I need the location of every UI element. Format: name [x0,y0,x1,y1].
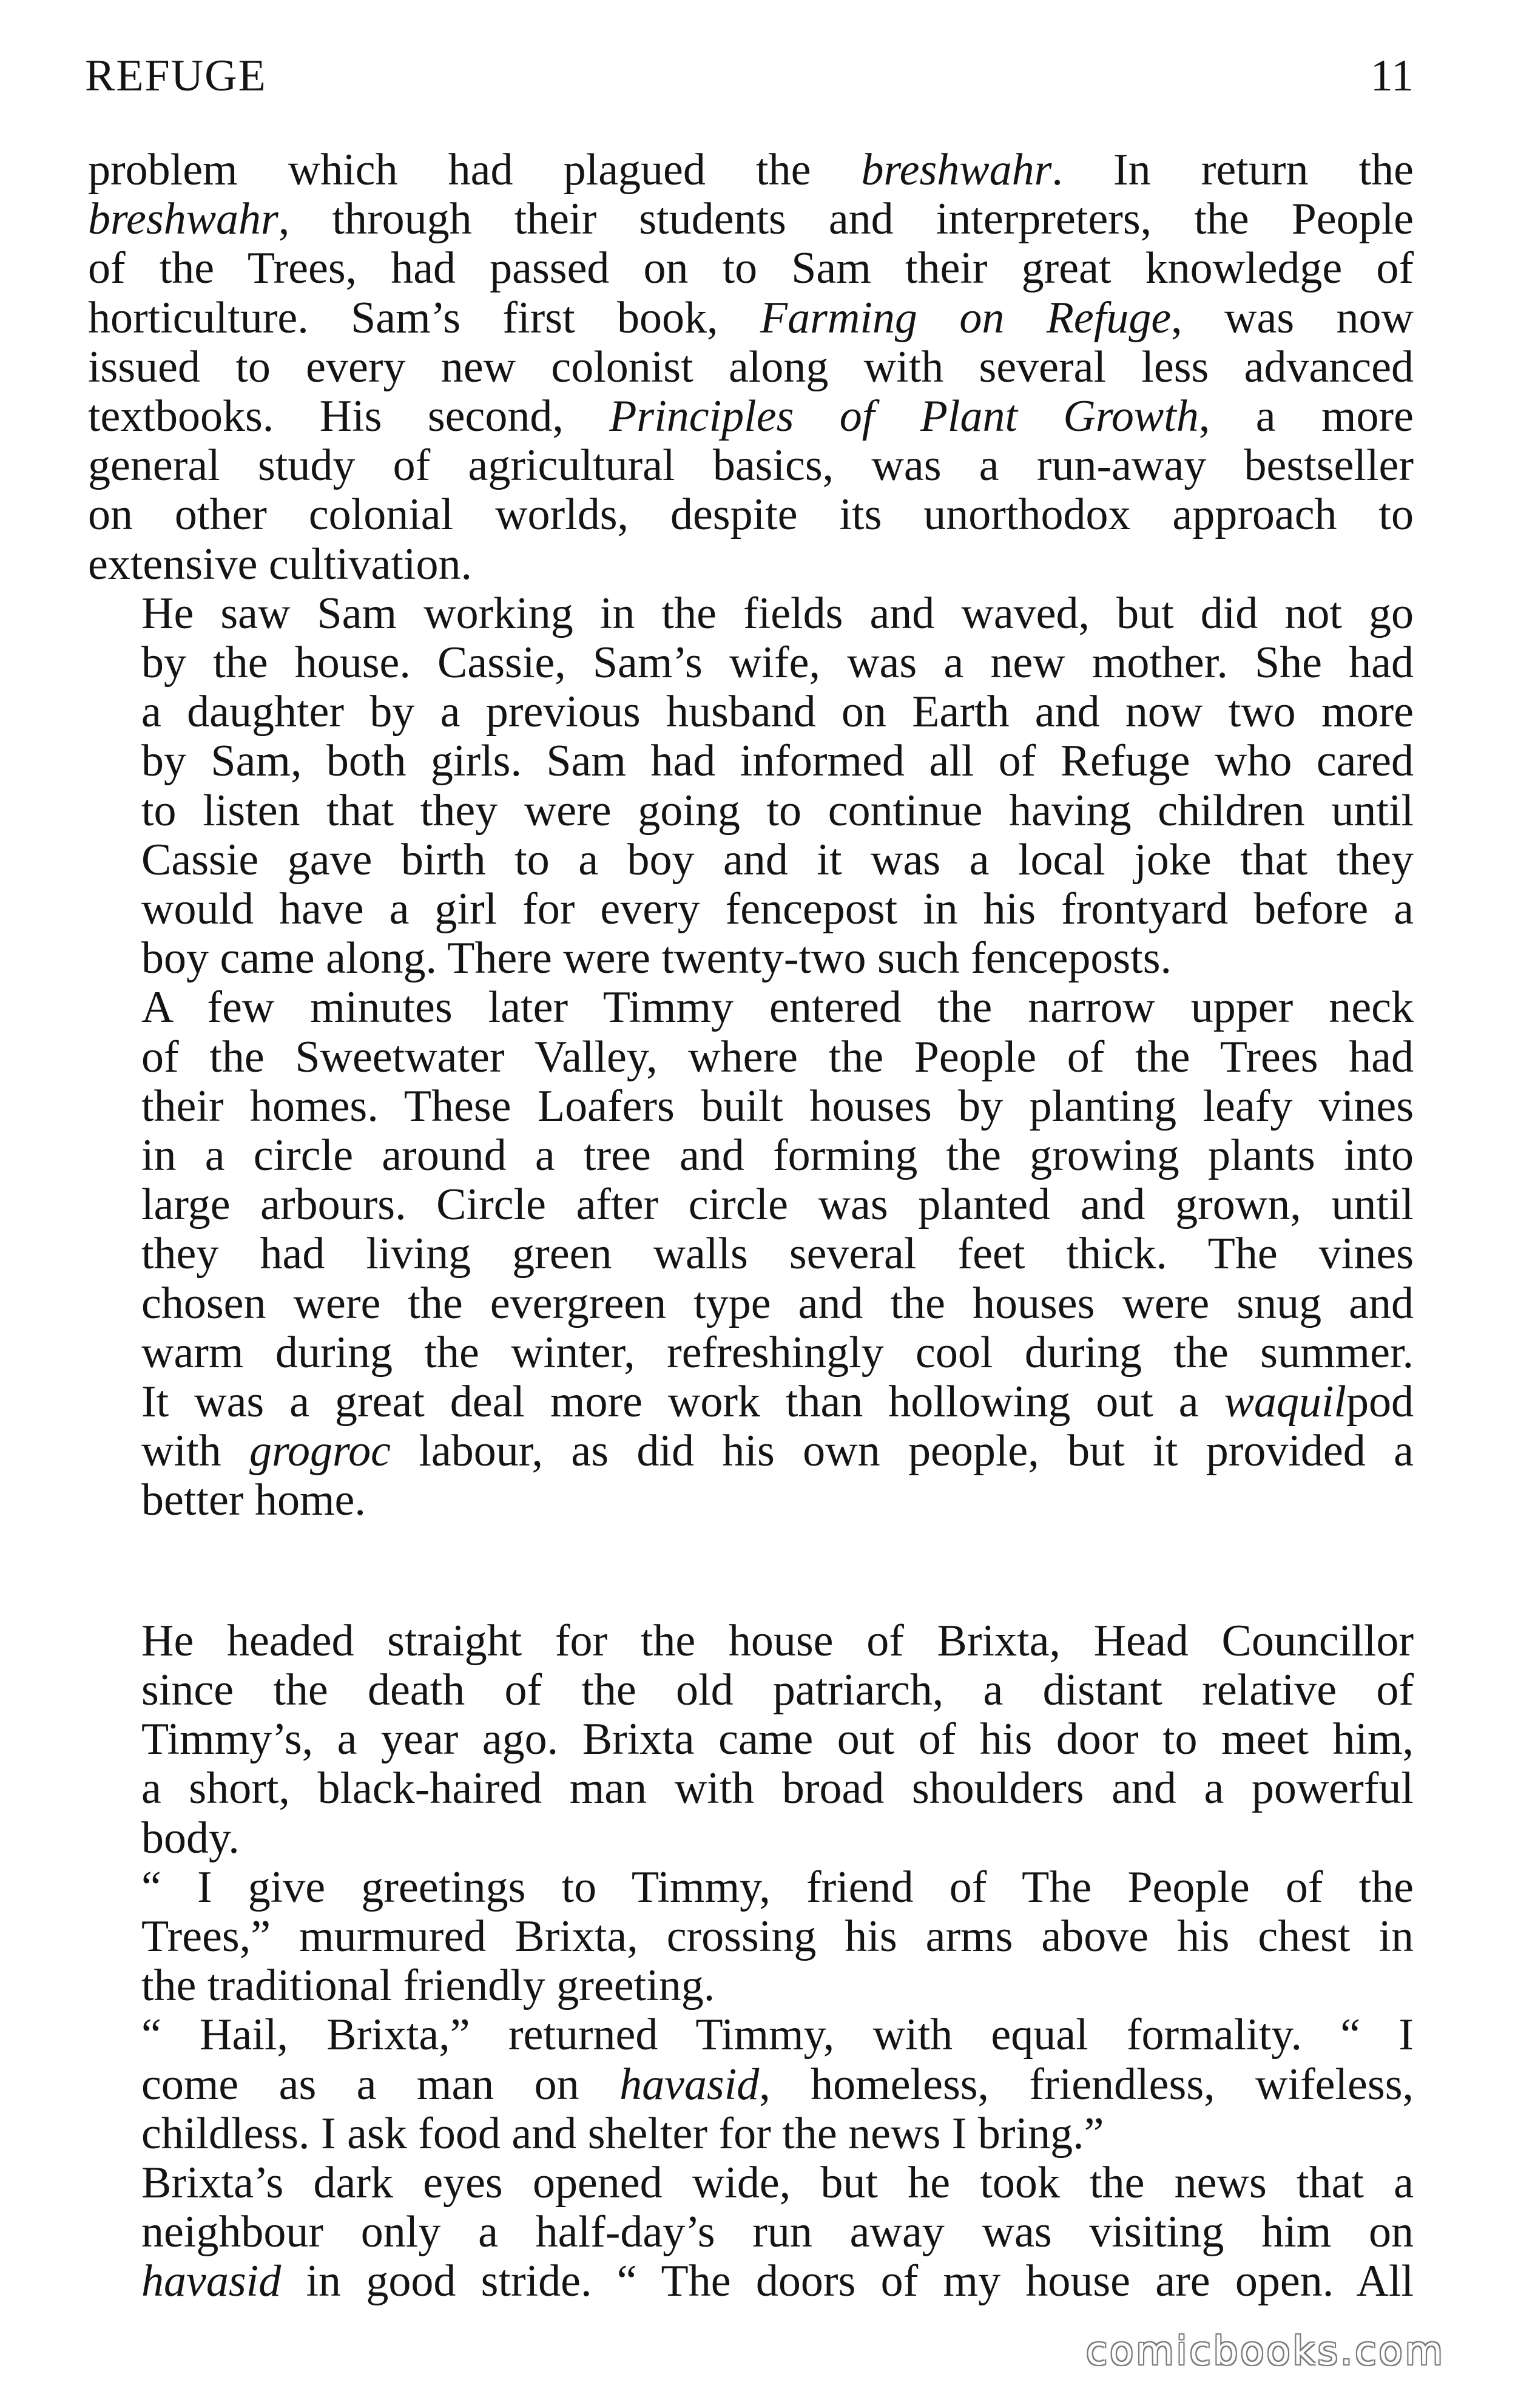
text-run: , was now [1171,293,1414,343]
text-run: on other colonial worlds, despite its unorthodox approach to [88,490,1414,540]
text-line [88,737,1414,786]
text-line [88,1082,1414,1131]
text-run: to listen that they were going to continue having children until [141,785,1414,836]
text-line [88,1961,1414,2011]
text-line [88,1279,1414,1328]
text-run: boy came along. There were twenty-two such fenceposts. [141,933,1172,984]
text-run: warm during the winter, refreshingly cool during the summer. [141,1327,1414,1378]
text-line [88,1814,1414,1863]
text-line [88,589,1414,638]
paragraph [88,2159,1414,2307]
text-run: a daughter by a previous husband on Earth and now two more [141,687,1414,737]
text-line [88,2257,1414,2306]
paragraph [88,146,1414,589]
text-line [88,244,1414,293]
running-head [85,44,1414,110]
text-run: by the house. Cassie, Sam’s wife, was a new mother. She had [141,638,1414,688]
text-line [88,983,1414,1032]
text-run: Timmy’s, a year ago. Brixta came out of his door to meet him, [141,1714,1414,1765]
text-line [88,1378,1414,1427]
italic-run: breshwahr [88,194,278,245]
text-line [88,638,1414,688]
text-run: He saw Sam working in the fields and waved, but did not go [141,588,1414,638]
paragraph [88,1617,1414,1863]
text-line [88,1229,1414,1279]
text-run: extensive cultivation. [88,539,472,589]
text-run: issued to every new colonist along with several less advanced [88,342,1414,392]
text-line [88,540,1414,589]
text-line [88,441,1414,490]
paragraph [88,1863,1414,2011]
text-line [88,1912,1414,1961]
text-run: by Sam, both girls. Sam had informed all of Refuge who cared [141,736,1414,786]
text-line [88,490,1414,539]
italic-run: Principles of Plant Growth [609,391,1199,442]
text-run: body. [141,1813,240,1863]
text-line [88,1427,1414,1476]
text-run: they had living green walls several feet thick. The vines [141,1229,1414,1279]
text-line [88,2109,1414,2159]
text-line [88,294,1414,343]
text-line [88,1180,1414,1229]
text-run: problem which had plagued the [88,145,862,195]
text-line [88,2159,1414,2208]
text-line [88,688,1414,737]
text-run: large arbours. Circle after circle was planted and grown, until [141,1180,1414,1230]
text-run: A few minutes later Timmy entered the narrow upper neck [141,982,1414,1033]
paragraph [88,983,1414,1525]
italic-run: waquil [1224,1377,1346,1427]
text-run: pod [1346,1377,1414,1427]
text-run: since the death of the old patriarch, a distant relative of [141,1665,1414,1715]
text-line [88,1033,1414,1082]
text-run: horticulture. Sam’s first book, [88,293,760,343]
text-line [88,2060,1414,2109]
text-line [88,1715,1414,1764]
text-run: with [141,1426,249,1476]
running-title: REFUGE [85,51,267,101]
text-run: “ Hail, Brixta,” returned Timmy, with equal formality. “ I [141,2010,1414,2060]
text-run: in good stride. “ The doors of my house are open. All [281,2256,1414,2307]
text-line [88,195,1414,244]
watermark: comicbooks.com [1085,2329,1445,2374]
text-run: labour, as did his own people, but it provided a [390,1426,1414,1476]
text-line [88,885,1414,934]
text-run: the traditional friendly greeting. [141,1961,715,2011]
text-run: . In return the [1051,145,1414,195]
text-run: Cassie gave birth to a boy and it was a local joke that they [141,834,1414,885]
text-run: would have a girl for every fencepost in his frontyard before a [141,884,1414,935]
text-line [88,1476,1414,1525]
italic-run: havasid [619,2059,760,2109]
text-run: of the Sweetwater Valley, where the People of the Trees had [141,1032,1414,1082]
paragraph [88,589,1414,984]
paragraph [88,2011,1414,2159]
text-line [88,146,1414,195]
text-run: It was a great deal more work than hollowing out a [141,1377,1224,1427]
text-line [88,786,1414,836]
text-line [88,1863,1414,1912]
text-run: a short, black-haired man with broad shoulders and a powerful [141,1764,1414,1814]
text-line [88,1666,1414,1715]
text-run: of the Trees, had passed on to Sam their great knowledge of [88,243,1414,294]
italic-run: havasid [141,2256,282,2307]
text-run: Trees,” murmured Brixta, crossing his arms above his chest in [141,1911,1414,1961]
text-run: textbooks. His second, [88,391,610,442]
text-run: their homes. These Loafers built houses by planting leafy vines [141,1081,1414,1131]
text-run: in a circle around a tree and forming the growing plants into [141,1131,1414,1181]
text-run: come as a man on [141,2059,620,2109]
text-run: childless. I ask food and shelter for the news I bring.” [141,2108,1104,2159]
text-line [88,1131,1414,1180]
text-line [88,1328,1414,1378]
italic-run: breshwahr [861,145,1052,195]
text-line [88,934,1414,983]
italic-run: grogroc [249,1426,391,1476]
text-run: “ I give greetings to Timmy, friend of The People of the [141,1862,1414,1912]
body-text [88,146,1414,2307]
text-run: He headed straight for the house of Brixta, Head Councillor [141,1615,1414,1666]
text-line [88,1617,1414,1666]
text-line [88,836,1414,885]
text-line [88,343,1414,392]
text-run: , homeless, friendless, wifeless, [759,2059,1414,2109]
text-run: Brixta’s dark eyes opened wide, but he took the news that a [141,2157,1414,2208]
italic-run: Farming on Refuge [760,293,1172,343]
text-run: general study of agricultural basics, was a run-away bestseller [88,441,1414,491]
text-run: , a more [1198,391,1414,442]
text-run: neighbour only a half-day’s run away was visiting him on [141,2207,1414,2258]
text-run: better home. [141,1475,366,1526]
text-line [88,2208,1414,2257]
page-number: 11 [1370,51,1414,101]
text-run: chosen were the evergreen type and the houses were snug and [141,1278,1414,1328]
text-run: , through their students and interpreters, the People [278,194,1414,245]
text-line [88,2011,1414,2060]
text-line [88,392,1414,441]
text-line [88,1764,1414,1813]
